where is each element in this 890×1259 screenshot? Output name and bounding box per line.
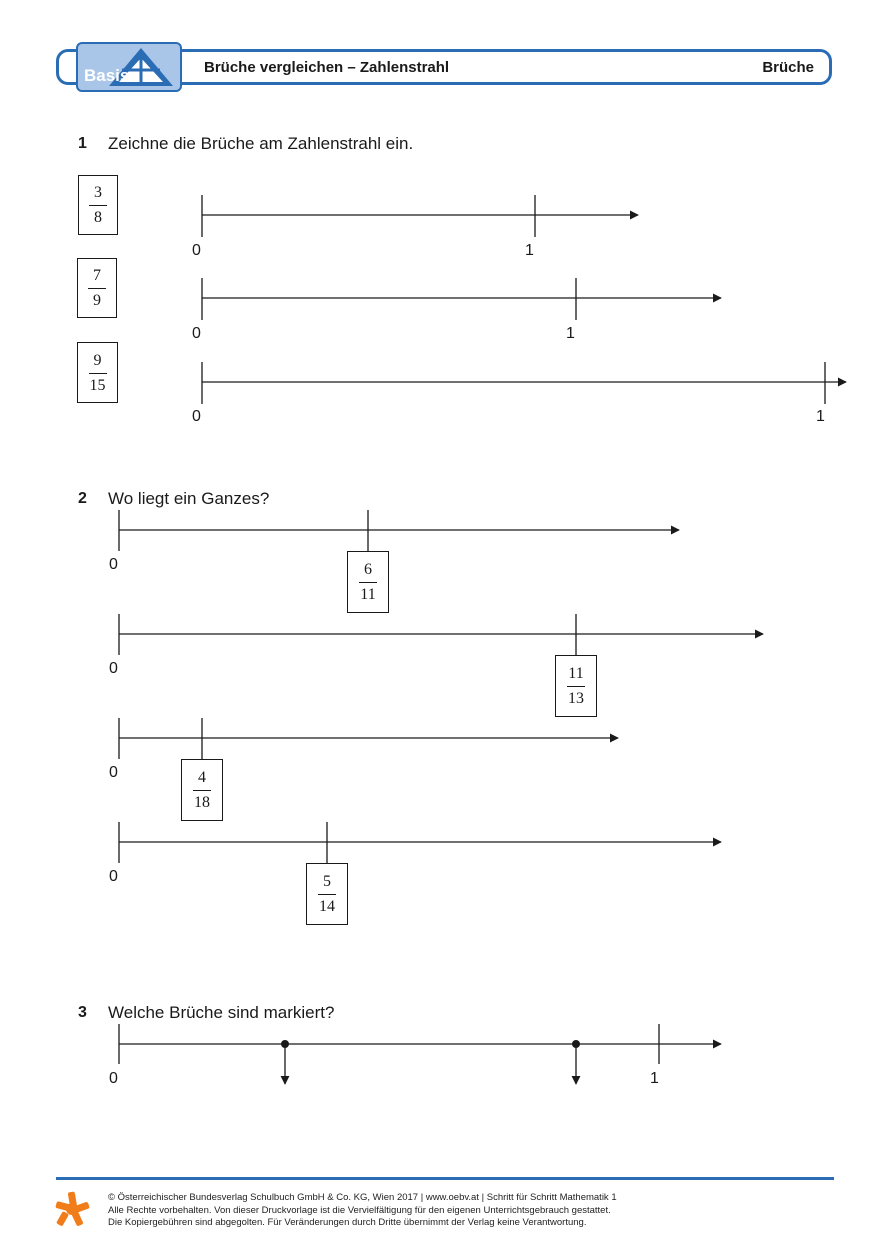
task2-line3-zero-label: 0 (109, 764, 118, 781)
task1-number-line-3 (202, 362, 846, 404)
fraction-denominator: 13 (568, 690, 584, 707)
task2-number-line-3 (119, 718, 618, 759)
task1-line2-zero-label: 0 (192, 325, 201, 342)
task2-line4-zero-label: 0 (109, 868, 118, 885)
fraction-denominator: 8 (94, 209, 102, 226)
task1-line3-zero-label: 0 (192, 408, 201, 425)
fraction-denominator: 11 (360, 586, 376, 603)
fraction-numerator: 4 (198, 769, 206, 786)
task1-line2-one-label: 1 (566, 325, 575, 342)
fraction-bar (88, 288, 106, 289)
task2-fraction-box-2 (555, 655, 597, 717)
task1-instruction: Zeichne die Brüche am Zahlenstrahl ein. (108, 134, 414, 153)
worksheet-title: Brüche vergleichen – Zahlenstrahl (204, 59, 450, 76)
task3-number-line (119, 1024, 721, 1084)
task2-instruction: Wo liegt ein Ganzes? (108, 489, 270, 508)
footer-line-3: Die Kopiergebühren sind abgegolten. Für Veränderungen durch Dritte übernimmt der Verlag keine Verantwortung. (108, 1217, 587, 1228)
level-badge-label: Basis (84, 66, 130, 85)
task3-marker-1 (281, 1040, 289, 1048)
fraction-denominator: 15 (89, 376, 106, 394)
task3-instruction: Welche Brüche sind markiert? (108, 1003, 335, 1022)
footer-copyright (108, 1192, 617, 1230)
task1-number-line-2 (202, 278, 721, 320)
fraction-numerator: 7 (93, 267, 101, 284)
task3-one-label: 1 (650, 1070, 659, 1087)
publisher-star-icon (54, 1190, 90, 1228)
footer-line-1: © Österreichischer Bundesverlag Schulbuch GmbH & Co. KG, Wien 2017 | www.oebv.at | Schritt für Schritt Mathematik 1 (108, 1192, 617, 1203)
worksheet-topic: Brüche (762, 59, 814, 76)
task2-number-line-2 (119, 614, 763, 655)
fraction-bar (567, 686, 585, 687)
fraction-numerator: 6 (364, 561, 372, 578)
task2-number-line-4 (119, 822, 721, 863)
task1-number-line-1 (202, 195, 638, 237)
task1-line3-one-label: 1 (816, 408, 825, 425)
fraction-numerator: 9 (93, 351, 102, 369)
task3-marker-2 (572, 1040, 580, 1048)
task2-number: 2 (78, 490, 87, 507)
task2-line1-zero-label: 0 (109, 556, 118, 573)
task1-fraction-box-3 (77, 342, 118, 403)
task2-fraction-box-3 (181, 759, 223, 821)
fraction-bar (89, 373, 107, 374)
fraction-numerator: 3 (94, 184, 102, 201)
task3-number: 3 (78, 1004, 87, 1021)
fraction-numerator: 11 (568, 665, 584, 682)
fraction-bar (359, 582, 377, 583)
fraction-bar (193, 790, 211, 791)
task2-fraction-box-1 (347, 551, 389, 613)
footer-line-2: Alle Rechte vorbehalten. Von dieser Druckvorlage ist die Vervielfältigung für den eigenen Unterrichtsgebrauch gestattet. (108, 1204, 611, 1216)
task1-fraction-box-2 (77, 258, 117, 318)
fraction-numerator: 5 (323, 873, 331, 890)
task1-line1-one-label: 1 (525, 242, 534, 259)
task2-number-line-1 (119, 510, 679, 551)
task1-number: 1 (78, 135, 87, 152)
fraction-denominator: 9 (93, 292, 101, 309)
task3-zero-label: 0 (109, 1070, 118, 1087)
task2-fraction-box-4 (306, 863, 348, 925)
fraction-denominator: 14 (319, 898, 335, 915)
task1-fraction-box-1 (78, 175, 118, 235)
fraction-bar (89, 205, 107, 206)
task1-line1-zero-label: 0 (192, 242, 201, 259)
task2-line2-zero-label: 0 (109, 660, 118, 677)
fraction-denominator: 18 (194, 794, 210, 811)
footer-rule (56, 1177, 834, 1180)
fraction-bar (318, 894, 336, 895)
